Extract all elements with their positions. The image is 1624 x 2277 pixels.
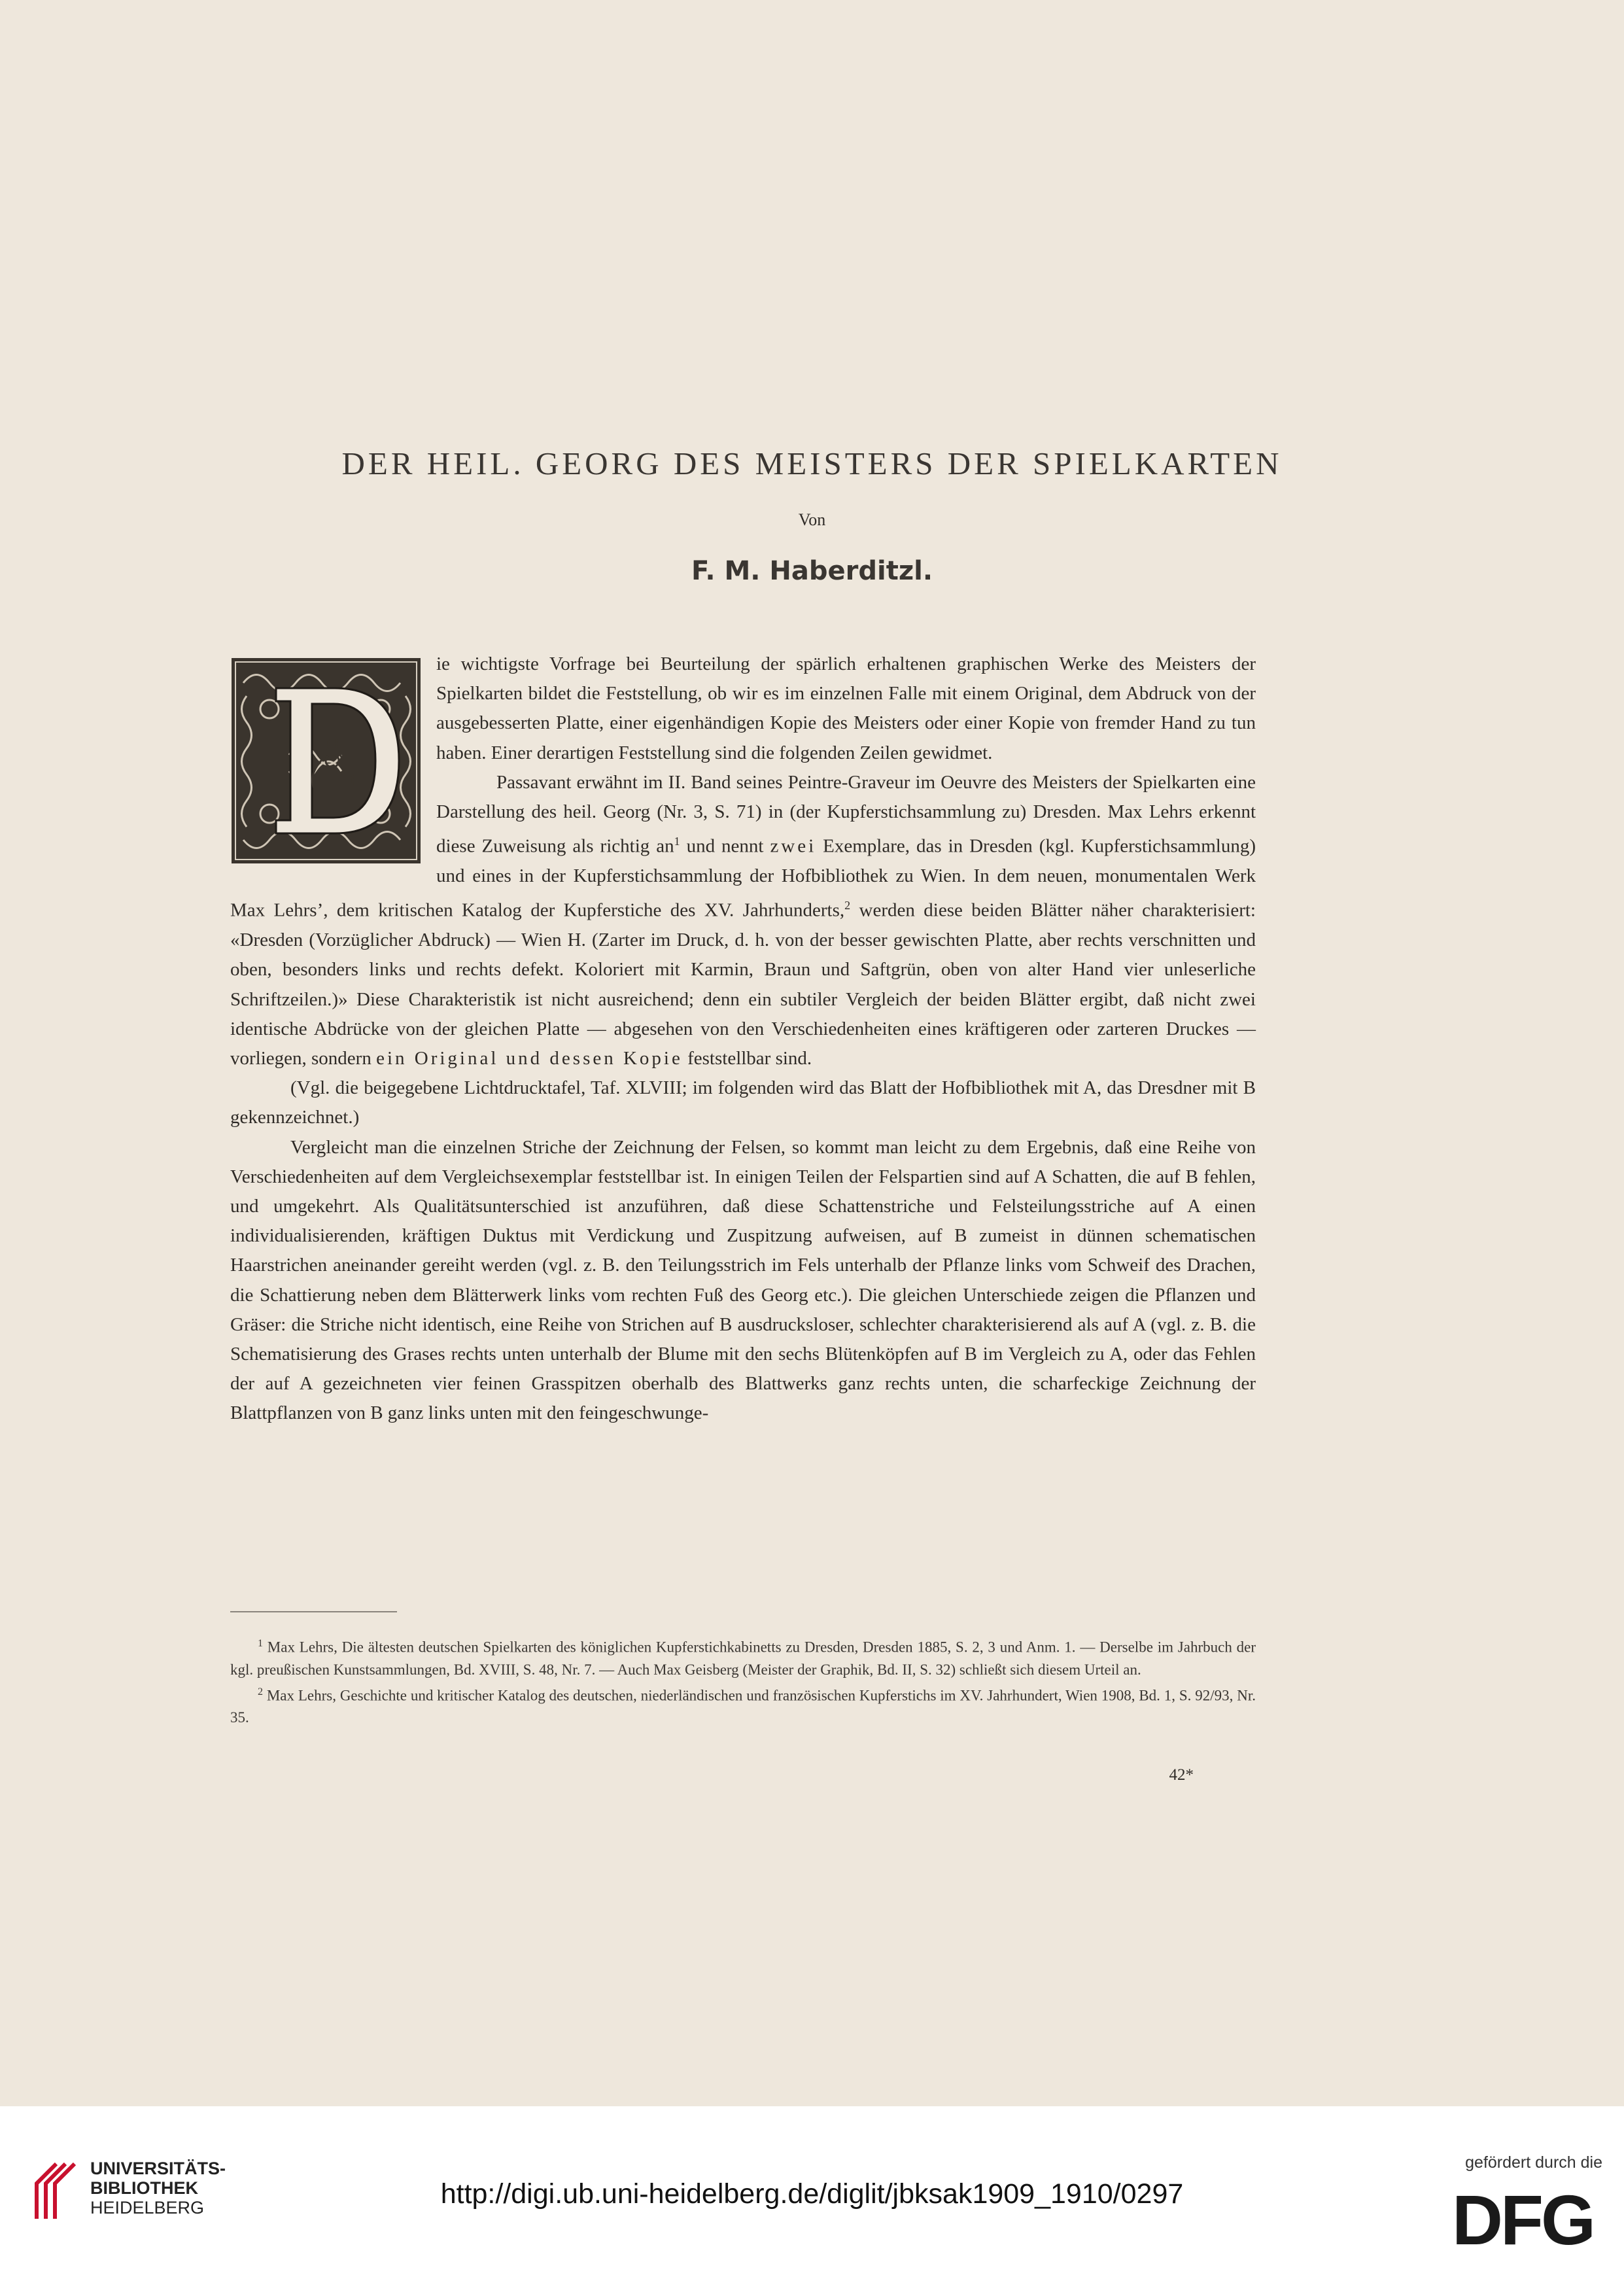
paragraph-3-text: (Vgl. die beigegebene Lichtdrucktafel, Taf. XLVIII; im folgenden wird das Blatt der Hofbibliothek mit A, das Dresdner mit B gekennzeichnet.): [230, 1077, 1256, 1128]
source-url-link[interactable]: http://digi.ub.uni-heidelberg.de/diglit/jbksak1909_1910/0297: [440, 2178, 1184, 2210]
paragraph-2-text-a: Passavant erwähnt im II. Band seines Peintre-Graveur im Oeuvre des Meisters der Spielkarten eine Darstellung des heil. Georg (Nr. 3, S. 71) in (der Kupferstichsammlung zu) Dresden. Max Lehrs erkennt diese Zuweisung als richtig an: [436, 771, 1256, 857]
paragraph-2-spaced-b: zwei: [770, 835, 817, 857]
footnote-1: [230, 1633, 1256, 1681]
signature-mark: 42*: [1169, 1766, 1194, 1784]
footnotes: [230, 1633, 1256, 1729]
dfg-logo-icon[interactable]: [1445, 2181, 1602, 2253]
footnote-rule: [230, 1611, 397, 1612]
footnote-ref-1[interactable]: 1: [674, 835, 680, 848]
footnote-1-text: Max Lehrs, Die ältesten deutschen Spielkarten des königlichen Kupferstichkabinetts zu Dresden, Dresden 1885, S. 2, 3 und Anm. 1. — Derselbe im Jahrbuch der kgl. preußischen Kunstsammlungen, Bd. XVIII, S. 48, Nr. 7. — Auch Max Geisberg (Meister der Graphik, Bd. II, S. 32) schließt sich diesem Urteil an.: [230, 1639, 1256, 1678]
paragraph-2-spaced-d: ein Original und dessen Kopie: [376, 1047, 683, 1069]
paragraph-4-text: Vergleicht man die einzelnen Striche der Zeichnung der Felsen, so kommt man leicht zu dem Ergebnis, daß eine Reihe von Verschiedenheiten auf dem Vergleichsexemplar feststellbar ist. In einigen Teilen der Felspartien sind auf A Schatten, die auf B fehlen, und umgekehrt. Als Qualitätsunterschied ist anzuführen, daß diese Schattenstriche und Felsteilungsstriche auf A einen individualisierenden, kräftigen Duktus mit Verdickung und Zuspitzung aufweisen, auf B zumeist in dünnen schematischen Haarstrichen aneinander gereiht werden (vgl. z. B. den Teilungsstrich im Fels unterhalb der Pflanze links vom Schweif des Drachen, die Schattierung neben dem Blätterwerk links vom rechten Fuß des Georg etc.). Die gleichen Unterschiede zeigen die Pflanzen und Gräser: die Striche nicht identisch, eine Reihe von Strichen auf B ausdrucksloser, schlechter charakterisierend als auf A (vgl. z. B. die Schematisierung des Grases rechts unten unterhalb der Blume mit den sechs Blütenköpfen auf B im Vergleich zu A, oder das Fehlen der auf A gezeichneten vier feinen Grasspitzen oberhalb des Blattwerks ganz rechts unten, die scharfeckige Zeichnung der Blattpflanzen von B ganz links unten mit den feingeschwunge-: [230, 1136, 1256, 1424]
author-name: F. M. Haberditzl.: [691, 556, 933, 586]
paragraph-3: [230, 1073, 1256, 1132]
footnote-2-mark: 2: [258, 1686, 263, 1697]
paragraph-1-text: ie wichtigste Vorfrage bei Beurteilung der spärlich erhaltenen graphischen Werke des Meisters der Spielkarten bildet die Feststellung, ob wir es im einzelnen Falle mit einem Original, dem Abdruck von der ausgebesserten Platte, einer eigenhändigen Kopie des Meisters oder einer Kopie von fremder Hand zu tun haben. Einer derartigen Feststellung sind die folgenden Zeilen gewidmet.: [436, 653, 1256, 763]
funding-label: gefördert durch die: [1465, 2153, 1602, 2172]
footnote-1-mark: 1: [258, 1638, 263, 1649]
library-name-line1: UNIVERSITÄTS-: [90, 2159, 226, 2178]
library-name-line2: BIBLIOTHEK: [90, 2178, 198, 2198]
paragraph-2-text-b: und nennt: [680, 835, 770, 857]
byline-prefix: Von: [798, 510, 826, 529]
paragraph-2-text-c: Exemplare, das in Dresden (kgl. Kupferstichsammlung) und eines in der Kupferstichsammlung der Hofbibliothek zu Wien. In dem neuen, monumentalen Werk Max Lehrs’, dem kritischen Katalog der Kupferstiche des XV. Jahrhunderts,: [230, 835, 1256, 921]
paragraph-2-text-e: feststellbar sind.: [682, 1047, 812, 1069]
library-name-line3: HEIDELBERG: [90, 2198, 205, 2217]
footnote-2-text: Max Lehrs, Geschichte und kritischer Katalog des deutschen, niederländischen und französischen Kupferstichs im XV. Jahrhundert, Wien 1908, Bd. 1, S. 92/93, Nr. 35.: [230, 1687, 1256, 1726]
paragraph-2-text-d: werden diese beiden Blätter näher charakterisiert: «Dresden (Vorzüglicher Abdruck) — Wien H. (Zarter im Druck, d. h. von der besser gewischten Platte, aber rechts verschnitten und oben, besonders links und rechts defekt. Koloriert mit Karmin, Braun und Saftgrün, oben von alter Hand vier unleserliche Schriftzeilen.)» Diese Charakteristik ist nicht ausreichend; denn ein subtiler Vergleich der beiden Blätter ergibt, daß nicht zwei identische Abdrücke von der gleichen Platte — abgesehen von den Verschiedenheiten eines kräftigeren oder zarteren Druckes — vorliegen, sondern: [230, 899, 1256, 1069]
paragraph-4: [230, 1133, 1256, 1429]
article-body: [230, 650, 1256, 1429]
footnote-ref-2[interactable]: 2: [844, 899, 851, 913]
decorated-initial-d-icon: [230, 657, 422, 865]
footnote-2: [230, 1681, 1256, 1729]
dfg-logo-text: DFG: [1452, 2181, 1593, 2253]
article-title: DER HEIL. GEORG DES MEISTERS DER SPIELKARTEN: [341, 445, 1283, 481]
